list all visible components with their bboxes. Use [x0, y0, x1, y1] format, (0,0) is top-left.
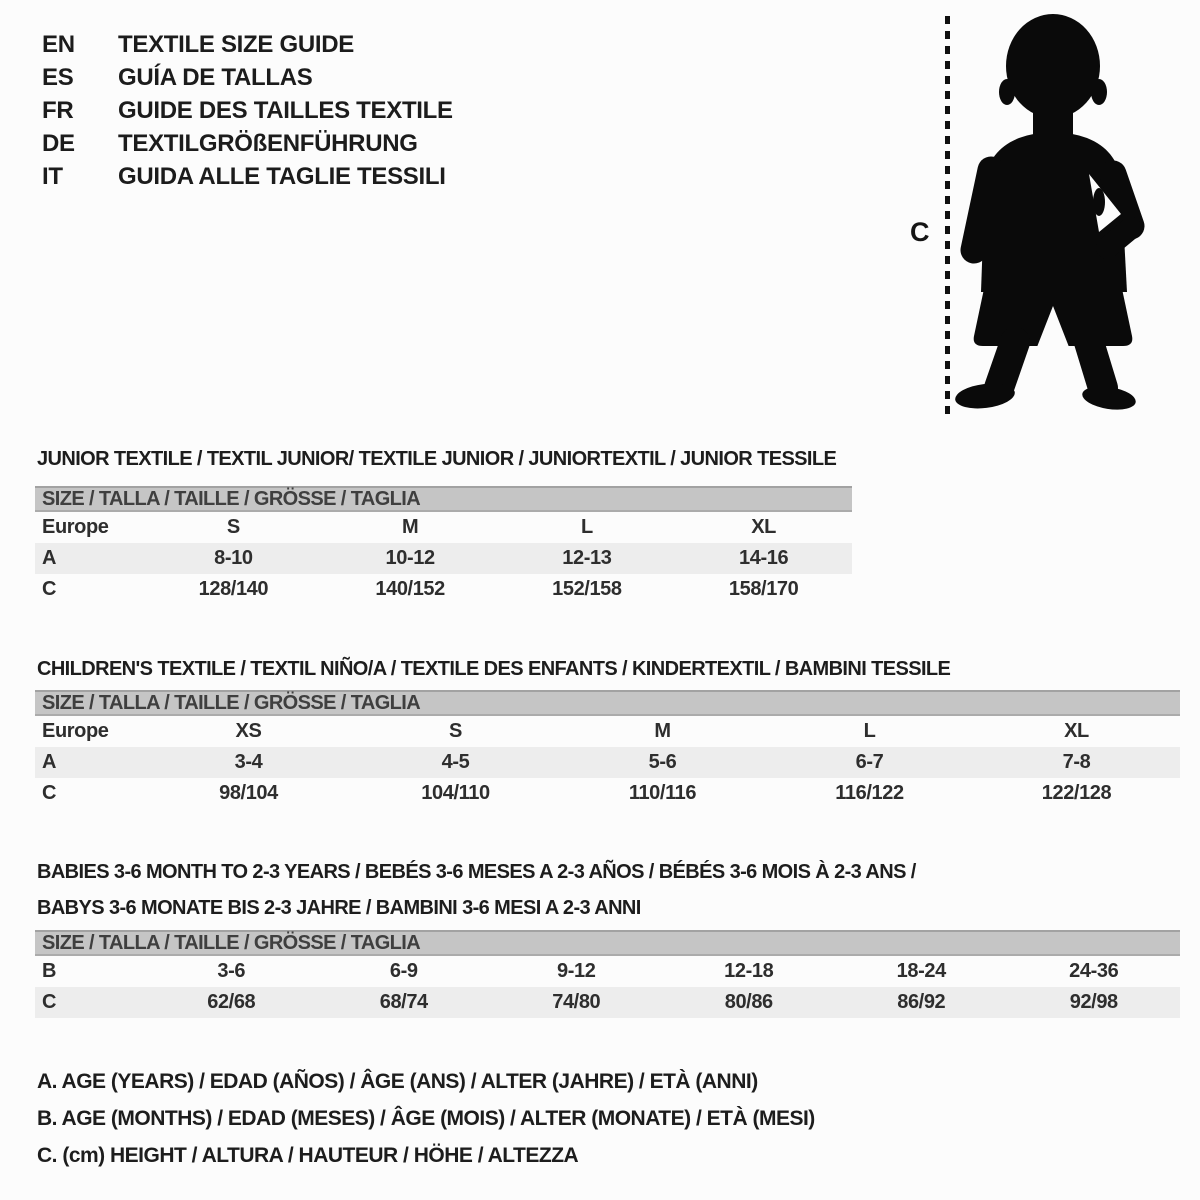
lang-title-it: GUIDA ALLE TAGLIE TESSILI	[118, 163, 446, 190]
language-title-list	[42, 33, 453, 189]
height-cell: 86/92	[897, 991, 946, 1013]
lang-title-fr: GUIDE DES TAILLES TEXTILE	[118, 97, 453, 124]
size-cell: S	[449, 720, 462, 742]
size-cell: S	[226, 516, 240, 538]
table-row-europe	[35, 512, 852, 543]
age-cell: 12-18	[724, 960, 774, 982]
size-cell: XL	[751, 516, 776, 538]
size-table-header: SIZE / TALLA / TAILLE / GRÖSSE / TAGLIA	[35, 486, 852, 512]
height-cell: 122/128	[1041, 782, 1112, 804]
height-cell: 80/86	[724, 991, 773, 1013]
lang-code-es: ES	[42, 64, 74, 91]
age-cell: 8-10	[214, 547, 253, 569]
table-row-age	[35, 543, 852, 574]
height-cell: 128/140	[198, 578, 269, 600]
table-row-height	[35, 987, 1180, 1018]
lang-code-fr: FR	[42, 97, 74, 124]
height-cell: 68/74	[379, 991, 428, 1013]
junior-section-title: JUNIOR TEXTILE / TEXTIL JUNIOR/ TEXTILE JUNIOR / JUNIORTEXTIL / JUNIOR TESSILE	[37, 447, 837, 470]
row-label: B	[42, 960, 57, 982]
row-label: C	[42, 578, 57, 600]
silhouette-head	[1006, 14, 1100, 118]
height-cell: 104/110	[421, 782, 490, 804]
children-section-title: CHILDREN'S TEXTILE / TEXTIL NIÑO/A / TEXTILE DES ENFANTS / KINDERTEXTIL / BAMBINI TESSILE	[37, 657, 951, 680]
babies-size-table	[35, 930, 1180, 1018]
lang-title-en: TEXTILE SIZE GUIDE	[118, 31, 354, 58]
table-row-europe	[35, 716, 1180, 747]
table-row-age-months	[35, 956, 1180, 987]
height-cell: 98/104	[219, 782, 278, 804]
height-cell: 110/116	[628, 782, 697, 804]
footnote-legend	[37, 1063, 815, 1174]
lang-title-de: TEXTILGRÖßENFÜHRUNG	[118, 130, 418, 157]
age-cell: 14-16	[739, 547, 789, 569]
height-cell: 116/122	[835, 782, 904, 804]
age-cell: 3-4	[234, 751, 263, 773]
lang-code-de: DE	[42, 130, 75, 157]
toddler-silhouette-icon	[953, 12, 1145, 412]
height-cell: 140/152	[375, 578, 445, 600]
age-cell: 3-6	[217, 960, 246, 982]
footnote-c: C. (cm) HEIGHT / ALTURA / HAUTEUR / HÖHE / ALTEZZA	[37, 1144, 579, 1167]
table-row-age	[35, 747, 1180, 778]
babies-section-title-line2: BABYS 3-6 MONATE BIS 2-3 JAHRE / BAMBINI 3-6 MESI A 2-3 ANNI	[37, 896, 641, 919]
size-table-header: SIZE / TALLA / TAILLE / GRÖSSE / TAGLIA	[35, 690, 1180, 716]
height-cell: 74/80	[552, 991, 601, 1013]
footnote-a: A. AGE (YEARS) / EDAD (AÑOS) / ÂGE (ANS) / ALTER (JAHRE) / ETÀ (ANNI)	[37, 1070, 758, 1093]
height-cell: 92/98	[1069, 991, 1118, 1013]
age-cell: 6-9	[389, 960, 418, 982]
row-label: Europe	[42, 720, 109, 742]
size-cell: L	[863, 720, 876, 742]
age-cell: 7-8	[1062, 751, 1091, 773]
age-cell: 18-24	[896, 960, 946, 982]
footnote-b: B. AGE (MONTHS) / EDAD (MESES) / ÂGE (MOIS) / ALTER (MONATE) / ETÀ (MESI)	[37, 1107, 815, 1130]
size-cell: XL	[1064, 720, 1089, 742]
height-measure-label: C	[910, 217, 930, 247]
row-label: C	[42, 782, 57, 804]
age-cell: 24-36	[1069, 960, 1119, 982]
size-table-header: SIZE / TALLA / TAILLE / GRÖSSE / TAGLIA	[35, 930, 1180, 956]
size-cell: L	[580, 516, 593, 538]
height-cell: 158/170	[728, 578, 799, 600]
height-cell: 62/68	[207, 991, 256, 1013]
height-measure-dashed-line	[945, 16, 950, 416]
height-cell: 152/158	[552, 578, 622, 600]
row-label: Europe	[42, 516, 109, 538]
size-cell: XS	[235, 720, 262, 742]
size-cell: M	[654, 720, 671, 742]
table-row-height	[35, 778, 1180, 809]
age-cell: 10-12	[385, 547, 435, 569]
age-cell: 4-5	[441, 751, 470, 773]
lang-code-it: IT	[42, 163, 63, 190]
age-cell: 6-7	[855, 751, 884, 773]
children-size-table	[35, 690, 1180, 809]
row-label: C	[42, 991, 57, 1013]
age-cell: 9-12	[557, 960, 596, 982]
row-label: A	[42, 547, 57, 569]
age-cell: 5-6	[648, 751, 677, 773]
row-label: A	[42, 751, 57, 773]
size-cell: M	[401, 516, 419, 538]
table-row-height	[35, 574, 852, 605]
junior-size-table	[35, 486, 852, 605]
babies-section-title-line1: BABIES 3-6 MONTH TO 2-3 YEARS / BEBÉS 3-6 MESES A 2-3 AÑOS / BÉBÉS 3-6 MOIS À 2-3 ANS /	[37, 860, 916, 883]
lang-title-es: GUÍA DE TALLAS	[118, 64, 313, 91]
age-cell: 12-13	[562, 547, 612, 569]
lang-code-en: EN	[42, 31, 75, 58]
